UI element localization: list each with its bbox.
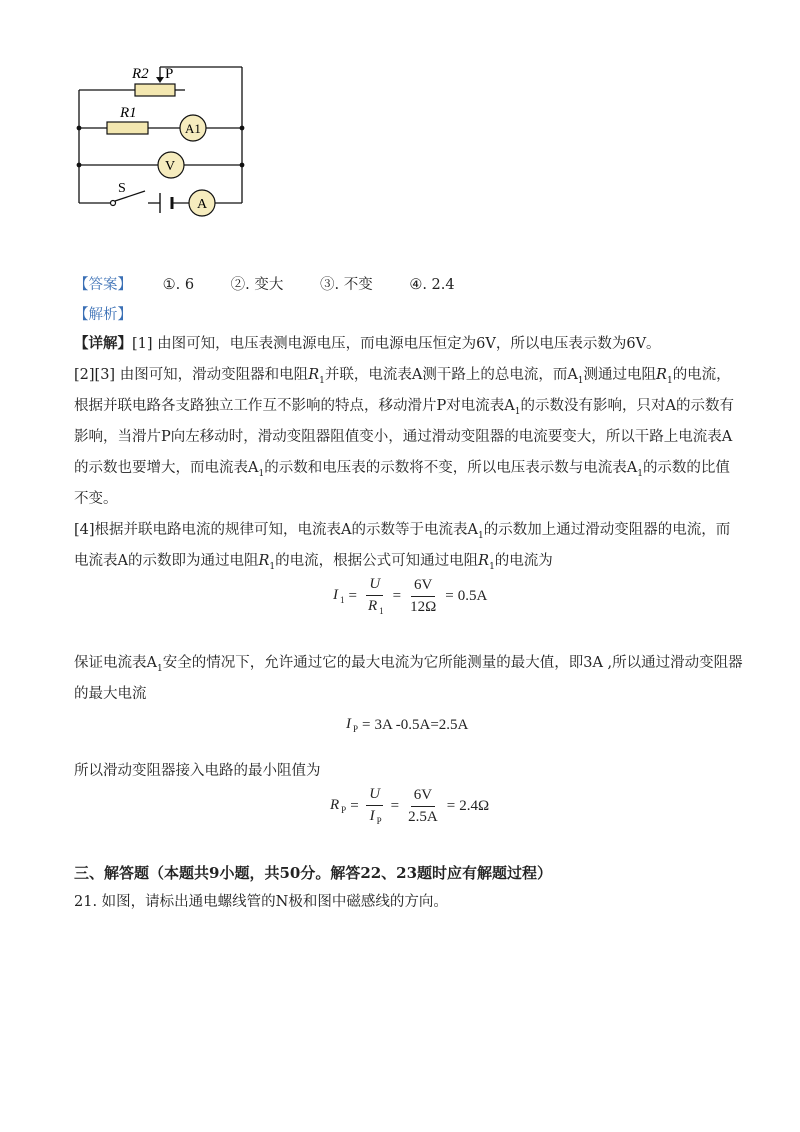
answer-line [74,273,455,294]
label-a: A [197,197,208,212]
r2-resistor [135,84,175,96]
label-a1: A1 [185,121,201,136]
answer-item: ③. 不变 [320,277,373,293]
answer-label: 【答案】 [74,277,132,293]
detail-p2: [2][3] 由图可知，滑动变阻器和电阻$R_1$并联，电流表A测干路上的总电流，而$A_1$测通过电阻$R_1$的电流， [74,367,731,386]
label-s: S [118,181,126,196]
detail-p5: 的示数也要增大，而电流表$A_1$的示数和电压表的示数将不变，所以电压表示数与电流表$A_1$的示数的比值 [74,460,730,479]
label-r2: R2 [132,66,149,82]
label-v: V [165,159,176,174]
detail-p8: 电流表A的示数即为通过电阻$R_1$的电流，根据公式可知通过电阻$R_1$的电流为 [74,553,553,572]
equation-2: I $_P$ = 3A -0.5A=2.5A [346,716,469,734]
equation-3: R $_P$ = $\frac{U}{I _P}$ = $\frac{6V}{2.5A}$ = 2.4Ω [330,786,490,826]
section-title: 三、解答题（本题共9小题，共50分。解答22、23题时应有解题过程） [74,864,553,882]
detail-p3: 根据并联电路各支路独立工作互不影响的特点，移动滑片P对电流表$A_1$的示数没有影响，只对A的示数有 [74,398,734,417]
circuit-diagram [60,55,260,225]
detail-label: 【详解】 [74,335,132,352]
detail-p11: 所以滑动变阻器接入电路的最小阻值为 [74,763,321,779]
detail-p10: 的最大电流 [74,686,147,702]
detail-p4: 影响，当滑片P向左移动时，滑动变阻器阻值变小，通过滑动变阻器的电流要变大，所以干路上电流表A [74,429,733,445]
detail-p6: 不变。 [74,491,118,507]
equation-1: I $_1$ = $\frac{U}{R _1}$ = $\frac{6V}{12\Omega}$ = 0.5A [333,576,488,616]
answer-item: ①. 6 [162,277,195,293]
analysis-label: 【解析】 [74,307,132,323]
label-r1: R1 [120,105,137,121]
detail-p7: [4]根据并联电路电流的规律可知，电流表A的示数等于电流表$A_1$的示数加上通过滑动变阻器的电流，而 [74,522,731,541]
label-p: P [165,66,174,82]
answer-item: ②. 变大 [230,277,284,293]
r1-resistor [107,122,148,134]
answer-item: ④. 2.4 [409,277,455,293]
detail-p9: 保证电流表$A_1$安全的情况下，允许通过它的最大电流为它所能测量的最大值，即3A ,所以通过滑动变阻器 [74,655,743,674]
detail-p1: 【详解】[1] 由图可知，电压表测电源电压，而电源电压恒定为6V，所以电压表示数为6V。 [74,335,661,352]
question-21: 21. 如图，请标出通电螺线管的N极和图中磁感线的方向。 [74,894,448,910]
